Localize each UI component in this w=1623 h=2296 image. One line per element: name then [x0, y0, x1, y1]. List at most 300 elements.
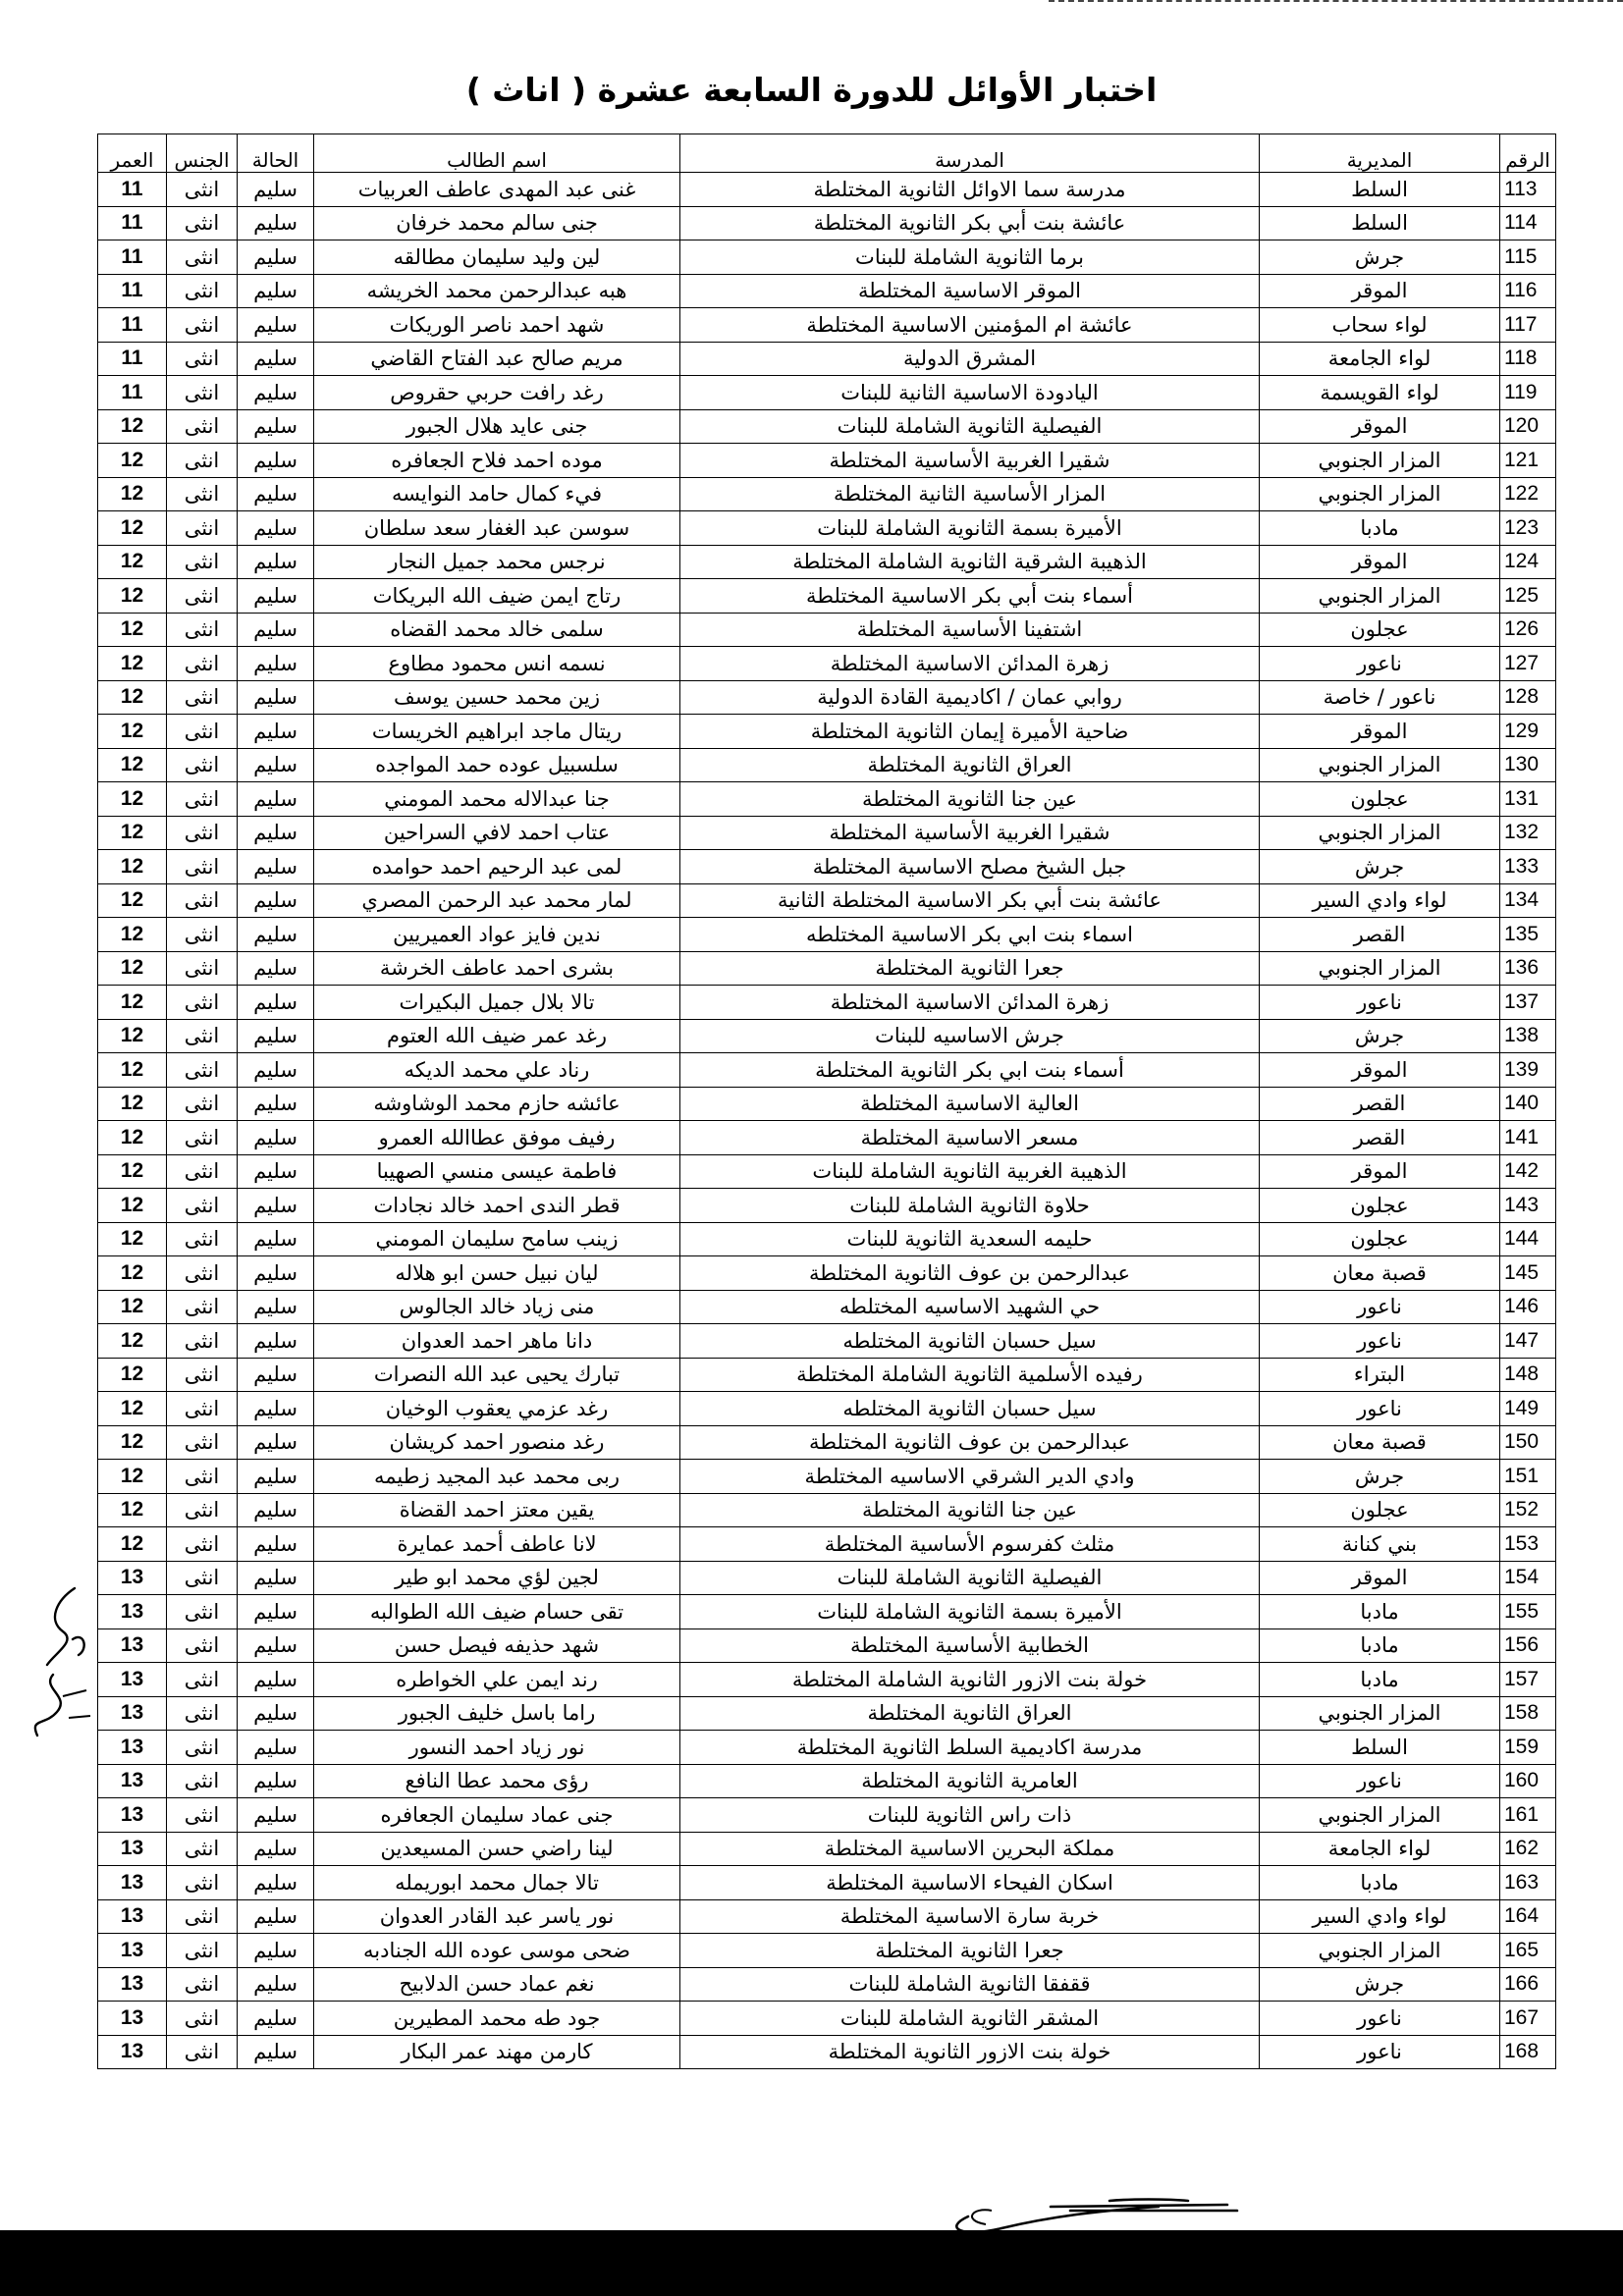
cell-school: عائشة بنت أبي بكر الثانوية المختلطة: [680, 206, 1260, 240]
table-row: [98, 1798, 1556, 1833]
cell-directorate: المزار الجنوبي: [1260, 477, 1500, 511]
cell-age: 13: [98, 1764, 167, 1798]
cell-status: سليم: [238, 1696, 314, 1731]
cell-directorate: ناعور: [1260, 1392, 1500, 1426]
page-title: اختبار الأوائل للدورة السابعة عشرة ( اناث ): [465, 71, 1158, 109]
cell-directorate: جرش: [1260, 1460, 1500, 1494]
cell-status: سليم: [238, 951, 314, 986]
cell-age: 11: [98, 274, 167, 308]
cell-school: المشرق الدولية: [680, 342, 1260, 376]
cell-student-name: موده احمد فلاح الجعافره: [314, 444, 680, 478]
cell-num: 118: [1500, 342, 1556, 376]
cell-student-name: نرجس محمد جميل النجار: [314, 545, 680, 579]
table-row: [98, 1324, 1556, 1359]
cell-school: اسماء بنت ابي بكر الاساسية المختلطه: [680, 918, 1260, 952]
cell-age: 12: [98, 613, 167, 647]
table-row: [98, 816, 1556, 850]
cell-school: مثلث كفرسوم الأساسية المختلطة: [680, 1527, 1260, 1562]
cell-num: 114: [1500, 206, 1556, 240]
cell-student-name: جود طه محمد المطيرين: [314, 2002, 680, 2036]
cell-gender: انثى: [167, 1832, 238, 1866]
table-row: [98, 1696, 1556, 1731]
cell-school: خولة بنت الازور الثانوية الشاملة المختلطة: [680, 1663, 1260, 1697]
cell-num: 129: [1500, 715, 1556, 749]
cell-age: 13: [98, 1967, 167, 2002]
cell-gender: انثى: [167, 444, 238, 478]
cell-directorate: مادبا: [1260, 1629, 1500, 1663]
cell-gender: انثى: [167, 240, 238, 275]
cell-school: مدرسة سما الاوائل الثانوية المختلطة: [680, 173, 1260, 207]
cell-school: الذهيبة الغربية الثانوية الشاملة للبنات: [680, 1154, 1260, 1189]
cell-status: سليم: [238, 816, 314, 850]
cell-status: سليم: [238, 715, 314, 749]
cell-gender: انثى: [167, 1087, 238, 1121]
table-row: [98, 883, 1556, 918]
cell-directorate: السلط: [1260, 206, 1500, 240]
cell-status: سليم: [238, 240, 314, 275]
cell-age: 13: [98, 2035, 167, 2069]
cell-school: عبدالرحمن بن عوف الثانوية المختلطة: [680, 1425, 1260, 1460]
cell-directorate: السلط: [1260, 1731, 1500, 1765]
cell-directorate: بني كنانة: [1260, 1527, 1500, 1562]
cell-num: 116: [1500, 274, 1556, 308]
cell-directorate: لواء الجامعة: [1260, 342, 1500, 376]
cell-age: 12: [98, 477, 167, 511]
cell-student-name: رتاج ايمن ضيف الله البريكات: [314, 579, 680, 614]
cell-gender: انثى: [167, 1934, 238, 1968]
cell-gender: انثى: [167, 816, 238, 850]
cell-student-name: زين محمد حسين يوسف: [314, 680, 680, 715]
cell-directorate: المزار الجنوبي: [1260, 1934, 1500, 1968]
cell-num: 120: [1500, 409, 1556, 444]
cell-gender: انثى: [167, 986, 238, 1020]
cell-num: 153: [1500, 1527, 1556, 1562]
cell-age: 12: [98, 1019, 167, 1053]
table-row: [98, 444, 1556, 478]
cell-directorate: لواء القويسمة: [1260, 376, 1500, 410]
cell-school: شقيرا الغربية الأساسية المختلطة: [680, 816, 1260, 850]
header-num: الرقم: [1500, 134, 1556, 173]
cell-num: 147: [1500, 1324, 1556, 1359]
cell-student-name: لمى عبد الرحيم احمد حوامده: [314, 850, 680, 884]
cell-directorate: لواء سحاب: [1260, 308, 1500, 343]
cell-age: 12: [98, 1460, 167, 1494]
cell-num: 140: [1500, 1087, 1556, 1121]
cell-student-name: تبارك يحيى عبد الله النصرات: [314, 1358, 680, 1392]
top-edge-line: [1049, 0, 1623, 2]
cell-status: سليم: [238, 680, 314, 715]
cell-status: سليم: [238, 1425, 314, 1460]
cell-school: العالية الاساسية المختلطة: [680, 1087, 1260, 1121]
cell-status: سليم: [238, 1832, 314, 1866]
cell-directorate: السلط: [1260, 173, 1500, 207]
cell-num: 166: [1500, 1967, 1556, 2002]
cell-age: 11: [98, 308, 167, 343]
table-row: [98, 1764, 1556, 1798]
cell-status: سليم: [238, 1866, 314, 1900]
cell-status: سليم: [238, 1358, 314, 1392]
cell-status: سليم: [238, 1798, 314, 1833]
cell-age: 11: [98, 342, 167, 376]
cell-directorate: جرش: [1260, 1967, 1500, 2002]
table-row: [98, 748, 1556, 782]
cell-student-name: هبه عبدالرحمن محمد الخريشه: [314, 274, 680, 308]
table-row: [98, 308, 1556, 343]
cell-status: سليم: [238, 1189, 314, 1223]
cell-directorate: مادبا: [1260, 1595, 1500, 1629]
cell-school: ضاحية الأميرة إيمان الثانوية المختلطة: [680, 715, 1260, 749]
cell-student-name: عتاب احمد لافي السراحين: [314, 816, 680, 850]
cell-num: 152: [1500, 1493, 1556, 1527]
cell-directorate: لواء وادي السير: [1260, 1899, 1500, 1934]
cell-student-name: جنى سالم محمد خرفان: [314, 206, 680, 240]
cell-gender: انثى: [167, 1222, 238, 1256]
cell-gender: انثى: [167, 1527, 238, 1562]
table-row: [98, 951, 1556, 986]
cell-student-name: سوسن عبد الغفار سعد سلطان: [314, 511, 680, 546]
table-row: [98, 342, 1556, 376]
cell-gender: انثى: [167, 376, 238, 410]
cell-school: أسماء بنت أبي بكر الاساسية المختلطة: [680, 579, 1260, 614]
cell-status: سليم: [238, 1663, 314, 1697]
cell-directorate: المزار الجنوبي: [1260, 748, 1500, 782]
cell-status: سليم: [238, 1493, 314, 1527]
cell-num: 145: [1500, 1256, 1556, 1291]
cell-student-name: زينب سامح سليمان المومني: [314, 1222, 680, 1256]
cell-age: 12: [98, 1392, 167, 1426]
cell-num: 165: [1500, 1934, 1556, 1968]
cell-gender: انثى: [167, 680, 238, 715]
table-row: [98, 715, 1556, 749]
table-row: [98, 1121, 1556, 1155]
cell-school: الموقر الاساسية المختلطة: [680, 274, 1260, 308]
table-row: [98, 2035, 1556, 2069]
cell-directorate: القصر: [1260, 918, 1500, 952]
cell-directorate: لواء الجامعة: [1260, 1832, 1500, 1866]
cell-age: 12: [98, 816, 167, 850]
cell-school: ذات راس الثانوية للبنات: [680, 1798, 1260, 1833]
cell-directorate: المزار الجنوبي: [1260, 579, 1500, 614]
cell-directorate: جرش: [1260, 240, 1500, 275]
cell-student-name: رند ايمن علي الخواطره: [314, 1663, 680, 1697]
cell-directorate: المزار الجنوبي: [1260, 444, 1500, 478]
cell-status: سليم: [238, 2002, 314, 2036]
cell-school: وادي الدير الشرقي الاساسيه المختلطة: [680, 1460, 1260, 1494]
table-row: [98, 1154, 1556, 1189]
cell-num: 164: [1500, 1899, 1556, 1934]
cell-school: برما الثانوية الشاملة للبنات: [680, 240, 1260, 275]
cell-student-name: نغم عماد حسن الدلابيح: [314, 1967, 680, 2002]
cell-student-name: فاطمة عيسى منسي الصهيبا: [314, 1154, 680, 1189]
table-row: [98, 1561, 1556, 1595]
cell-status: سليم: [238, 1527, 314, 1562]
cell-gender: انثى: [167, 1154, 238, 1189]
cell-school: جعرا الثانوية المختلطة: [680, 951, 1260, 986]
cell-school: الذهيبة الشرقية الثانوية الشاملة المختلطة: [680, 545, 1260, 579]
cell-school: جبل الشيخ مصلح الاساسية المختلطة: [680, 850, 1260, 884]
cell-school: سيل حسبان الثانوية المختلطه: [680, 1324, 1260, 1359]
cell-school: خربة سارة الاساسية المختلطة: [680, 1899, 1260, 1934]
table-row: [98, 1663, 1556, 1697]
cell-num: 131: [1500, 782, 1556, 817]
cell-num: 128: [1500, 680, 1556, 715]
cell-gender: انثى: [167, 1663, 238, 1697]
cell-num: 127: [1500, 647, 1556, 681]
cell-gender: انثى: [167, 715, 238, 749]
cell-age: 12: [98, 1358, 167, 1392]
cell-student-name: رغد عمر ضيف الله العتوم: [314, 1019, 680, 1053]
table-row: [98, 173, 1556, 207]
cell-age: 12: [98, 1121, 167, 1155]
cell-age: 13: [98, 1629, 167, 1663]
cell-age: 12: [98, 918, 167, 952]
cell-student-name: شهد حذيفه فيصل حسن: [314, 1629, 680, 1663]
cell-directorate: جرش: [1260, 850, 1500, 884]
cell-gender: انثى: [167, 883, 238, 918]
cell-age: 11: [98, 173, 167, 207]
cell-student-name: كارمن مهند عمر البكار: [314, 2035, 680, 2069]
cell-status: سليم: [238, 1222, 314, 1256]
cell-status: سليم: [238, 1256, 314, 1291]
cell-school: زهرة المدائن الاساسية المختلطة: [680, 986, 1260, 1020]
cell-status: سليم: [238, 376, 314, 410]
table-row: [98, 1731, 1556, 1765]
cell-status: سليم: [238, 647, 314, 681]
cell-gender: انثى: [167, 1425, 238, 1460]
cell-status: سليم: [238, 1392, 314, 1426]
cell-school: عائشة ام المؤمنين الاساسية المختلطة: [680, 308, 1260, 343]
cell-directorate: المزار الجنوبي: [1260, 1798, 1500, 1833]
cell-gender: انثى: [167, 647, 238, 681]
cell-directorate: ناعور: [1260, 1290, 1500, 1324]
cell-gender: انثى: [167, 1324, 238, 1359]
cell-student-name: شهد احمد ناصر الوريكات: [314, 308, 680, 343]
cell-student-name: ريتال ماجد ابراهيم الخريسات: [314, 715, 680, 749]
cell-num: 113: [1500, 173, 1556, 207]
cell-student-name: ندين فايز عواد العميريين: [314, 918, 680, 952]
cell-gender: انثى: [167, 1629, 238, 1663]
cell-num: 135: [1500, 918, 1556, 952]
cell-student-name: سلسبيل عوده حمد المواجده: [314, 748, 680, 782]
cell-num: 167: [1500, 2002, 1556, 2036]
cell-status: سليم: [238, 444, 314, 478]
cell-num: 141: [1500, 1121, 1556, 1155]
cell-student-name: راما باسل خليف الجبور: [314, 1696, 680, 1731]
cell-directorate: المزار الجنوبي: [1260, 1696, 1500, 1731]
cell-status: سليم: [238, 545, 314, 579]
cell-school: حلاوة الثانوية الشاملة للبنات: [680, 1189, 1260, 1223]
table-body: [98, 173, 1556, 2069]
cell-gender: انثى: [167, 1019, 238, 1053]
cell-student-name: فيء كمال حامد النوايسه: [314, 477, 680, 511]
header-name: اسم الطالب: [314, 134, 680, 173]
table-row: [98, 511, 1556, 546]
cell-num: 162: [1500, 1832, 1556, 1866]
header-school: المدرسة: [680, 134, 1260, 173]
cell-school: المشقر الثانوية الشاملة للبنات: [680, 2002, 1260, 2036]
table-row: [98, 1425, 1556, 1460]
cell-num: 123: [1500, 511, 1556, 546]
table-row: [98, 782, 1556, 817]
cell-directorate: الموقر: [1260, 1154, 1500, 1189]
cell-directorate: قصبة معان: [1260, 1425, 1500, 1460]
cell-school: رفيده الأسلمية الثانوية الشاملة المختلطة: [680, 1358, 1260, 1392]
cell-age: 11: [98, 206, 167, 240]
cell-num: 159: [1500, 1731, 1556, 1765]
cell-age: 12: [98, 715, 167, 749]
cell-directorate: ناعور: [1260, 647, 1500, 681]
cell-status: سليم: [238, 342, 314, 376]
cell-status: سليم: [238, 1087, 314, 1121]
cell-directorate: لواء وادي السير: [1260, 883, 1500, 918]
cell-num: 137: [1500, 986, 1556, 1020]
cell-status: سليم: [238, 579, 314, 614]
cell-age: 13: [98, 1561, 167, 1595]
cell-directorate: الموقر: [1260, 715, 1500, 749]
cell-gender: انثى: [167, 1256, 238, 1291]
cell-status: سليم: [238, 748, 314, 782]
table-row: [98, 1493, 1556, 1527]
table-row: [98, 240, 1556, 275]
table-row: [98, 274, 1556, 308]
cell-age: 11: [98, 376, 167, 410]
cell-status: سليم: [238, 986, 314, 1020]
cell-directorate: ناعور: [1260, 1324, 1500, 1359]
cell-gender: انثى: [167, 782, 238, 817]
cell-gender: انثى: [167, 951, 238, 986]
cell-school: العامرية الثانوية المختلطة: [680, 1764, 1260, 1798]
table-row: [98, 1629, 1556, 1663]
cell-student-name: ليان نبيل حسن ابو هلاله: [314, 1256, 680, 1291]
cell-age: 11: [98, 240, 167, 275]
table-row: [98, 1866, 1556, 1900]
cell-directorate: عجلون: [1260, 782, 1500, 817]
cell-student-name: لانا عاطف أحمد عمايرة: [314, 1527, 680, 1562]
cell-school: روابي عمان / اكاديمية القادة الدولية: [680, 680, 1260, 715]
cell-num: 149: [1500, 1392, 1556, 1426]
results-table: [97, 133, 1556, 2069]
table-row: [98, 680, 1556, 715]
cell-student-name: لمار محمد عبد الرحمن المصري: [314, 883, 680, 918]
cell-num: 117: [1500, 308, 1556, 343]
cell-directorate: جرش: [1260, 1019, 1500, 1053]
cell-num: 155: [1500, 1595, 1556, 1629]
cell-age: 12: [98, 1256, 167, 1291]
cell-directorate: الموقر: [1260, 409, 1500, 444]
cell-age: 13: [98, 1899, 167, 1934]
cell-directorate: الموقر: [1260, 545, 1500, 579]
cell-student-name: نسمه انس محمود مطاوع: [314, 647, 680, 681]
cell-status: سليم: [238, 1019, 314, 1053]
cell-age: 12: [98, 1290, 167, 1324]
cell-status: سليم: [238, 1934, 314, 1968]
table-row: [98, 1189, 1556, 1223]
cell-school: اسكان الفيحاء الاساسية المختلطة: [680, 1866, 1260, 1900]
cell-directorate: الموقر: [1260, 274, 1500, 308]
cell-num: 156: [1500, 1629, 1556, 1663]
table-row: [98, 1019, 1556, 1053]
table-row: [98, 1899, 1556, 1934]
table-row: [98, 1832, 1556, 1866]
cell-status: سليم: [238, 1731, 314, 1765]
table-row: [98, 2002, 1556, 2036]
cell-gender: انثى: [167, 342, 238, 376]
cell-school: حليمه السعدية الثانوية للبنات: [680, 1222, 1260, 1256]
cell-student-name: تقى حسام ضيف الله الطوالبه: [314, 1595, 680, 1629]
cell-num: 139: [1500, 1053, 1556, 1088]
cell-student-name: يقين معتز احمد القضاة: [314, 1493, 680, 1527]
cell-status: سليم: [238, 1460, 314, 1494]
cell-status: سليم: [238, 308, 314, 343]
table-row: [98, 579, 1556, 614]
cell-student-name: قطر الندى احمد خالد نجادات: [314, 1189, 680, 1223]
cell-gender: انثى: [167, 1899, 238, 1934]
cell-gender: انثى: [167, 1493, 238, 1527]
cell-num: 136: [1500, 951, 1556, 986]
cell-directorate: ناعور: [1260, 986, 1500, 1020]
cell-num: 157: [1500, 1663, 1556, 1697]
table-row: [98, 1934, 1556, 1968]
cell-school: المزار الأساسية الثانية المختلطة: [680, 477, 1260, 511]
cell-gender: انثى: [167, 1561, 238, 1595]
cell-directorate: مادبا: [1260, 1663, 1500, 1697]
cell-num: 119: [1500, 376, 1556, 410]
cell-school: زهرة المدائن الاساسية المختلطة: [680, 647, 1260, 681]
cell-gender: انثى: [167, 545, 238, 579]
cell-student-name: دانا ماهر احمد العدوان: [314, 1324, 680, 1359]
cell-age: 13: [98, 2002, 167, 2036]
cell-gender: انثى: [167, 206, 238, 240]
cell-school: مملكة البحرين الاساسية المختلطة: [680, 1832, 1260, 1866]
cell-age: 13: [98, 1798, 167, 1833]
cell-status: سليم: [238, 1595, 314, 1629]
cell-student-name: جنا عبدالاله محمد المومني: [314, 782, 680, 817]
cell-gender: انثى: [167, 579, 238, 614]
cell-school: حي الشهيد الاساسيه المختلطه: [680, 1290, 1260, 1324]
cell-num: 115: [1500, 240, 1556, 275]
cell-gender: انثى: [167, 1866, 238, 1900]
cell-age: 12: [98, 680, 167, 715]
cell-age: 13: [98, 1934, 167, 1968]
cell-student-name: بشرى احمد عاطف الخرشة: [314, 951, 680, 986]
cell-num: 148: [1500, 1358, 1556, 1392]
cell-gender: انثى: [167, 511, 238, 546]
cell-status: سليم: [238, 1967, 314, 2002]
cell-age: 13: [98, 1696, 167, 1731]
table-row: [98, 409, 1556, 444]
cell-status: سليم: [238, 1629, 314, 1663]
cell-directorate: قصبة معان: [1260, 1256, 1500, 1291]
cell-num: 168: [1500, 2035, 1556, 2069]
cell-student-name: جنى عماد سليمان الجعافره: [314, 1798, 680, 1833]
cell-status: سليم: [238, 206, 314, 240]
cell-gender: انثى: [167, 1696, 238, 1731]
cell-age: 12: [98, 1493, 167, 1527]
cell-directorate: القصر: [1260, 1121, 1500, 1155]
cell-age: 13: [98, 1663, 167, 1697]
cell-num: 160: [1500, 1764, 1556, 1798]
cell-num: 124: [1500, 545, 1556, 579]
table-row: [98, 477, 1556, 511]
header-age: العمر: [98, 134, 167, 173]
cell-student-name: سلمى خالد محمد القضاه: [314, 613, 680, 647]
cell-age: 12: [98, 511, 167, 546]
cell-age: 13: [98, 1595, 167, 1629]
cell-gender: انثى: [167, 748, 238, 782]
table-row: [98, 1967, 1556, 2002]
cell-directorate: مادبا: [1260, 1866, 1500, 1900]
cell-num: 150: [1500, 1425, 1556, 1460]
